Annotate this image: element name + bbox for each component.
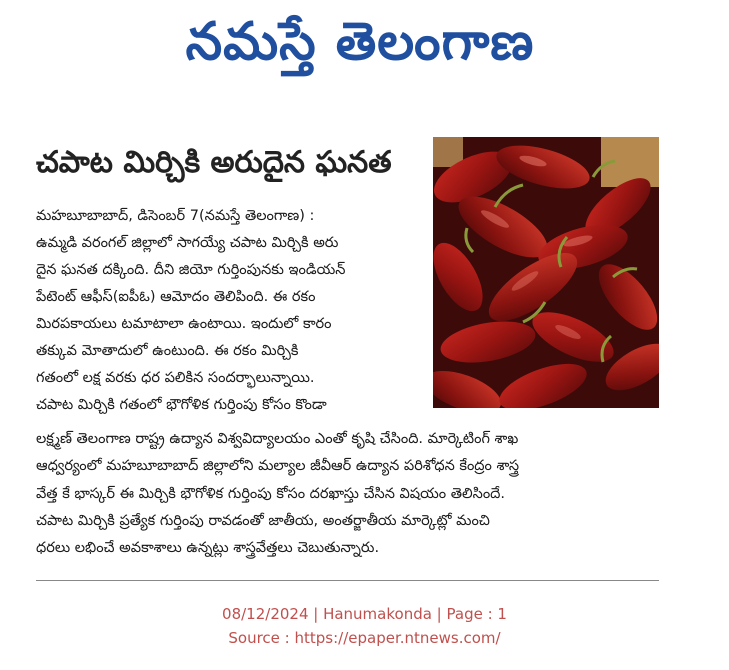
masthead-logo: నమస్తే తెలంగాణ <box>185 12 535 72</box>
body-line: దైన ఘనత దక్కింది. దీని జియో గుర్తింపునకు ఇండియన్ <box>36 262 346 278</box>
body-line: ధరలు లభించే అవకాశాలు ఉన్నట్లు శాస్త్రవేత్తలు చెబుతున్నారు. <box>36 540 380 556</box>
body-line: చపాట మిర్చికి గతంలో భౌగోళిక గుర్తింపు కోసం కొండా <box>36 397 327 413</box>
body-line: గతంలో లక్ష వరకు ధర పలికిన సందర్భాలున్నాయి. <box>36 370 315 386</box>
body-line: చపాట మిర్చికి ప్రత్యేక గుర్తింపు రావడంతో జాతీయ, అంతర్జాతీయ మార్కెట్లో మంచి <box>36 513 490 529</box>
body-line: వేత్త కే భాస్కర్ ఈ మిర్చికి భౌగోళిక గుర్తింపు కోసం దరఖాస్తు చేసిన విషయం తెలిసిందే. <box>36 486 506 502</box>
body-line: ఆధ్వర్యంలో మహబూబాబాద్ జిల్లాలోని మల్యాల జీవీఆర్ ఉద్యాన పరిశోధన కేంద్రం శాస్త్ర <box>36 458 520 474</box>
article-headline: చపాట మిర్చికి అరుదైన ఘనత <box>36 145 392 180</box>
source-footer <box>0 602 729 650</box>
footer-source-link[interactable]: Source : https://epaper.ntnews.com/ <box>228 629 501 647</box>
footer-divider <box>36 580 659 581</box>
chili-photo <box>433 137 659 408</box>
body-line: ఉమ్మడి వరంగల్ జిల్లాలో సాగయ్యే చపాట మిర్చికి అరు <box>36 235 339 251</box>
body-line: తక్కువ మోతాదులో ఉంటుంది. ఈ రకం మిర్చికి <box>36 343 299 359</box>
footer-date-page: 08/12/2024 | Hanumakonda | Page : 1 <box>222 605 507 623</box>
body-line: మిరపకాయలు టమాటాలా ఉంటాయి. ఇందులో కారం <box>36 316 332 332</box>
body-line: పేటెంట్ ఆఫీస్(ఐపీఓ) ఆమోదం తెలిపింది. ఈ రకం <box>36 289 316 305</box>
body-line: లక్ష్మణ్ తెలంగాణ రాష్ట్ర ఉద్యాన విశ్వవిద్యాలయం ఎంతో కృషి చేసింది. మార్కెటింగ్ శాఖ <box>36 431 519 447</box>
body-line: మహబూబాబాద్, డిసెంబర్ 7(నమస్తే తెలంగాణ) : <box>36 208 315 224</box>
